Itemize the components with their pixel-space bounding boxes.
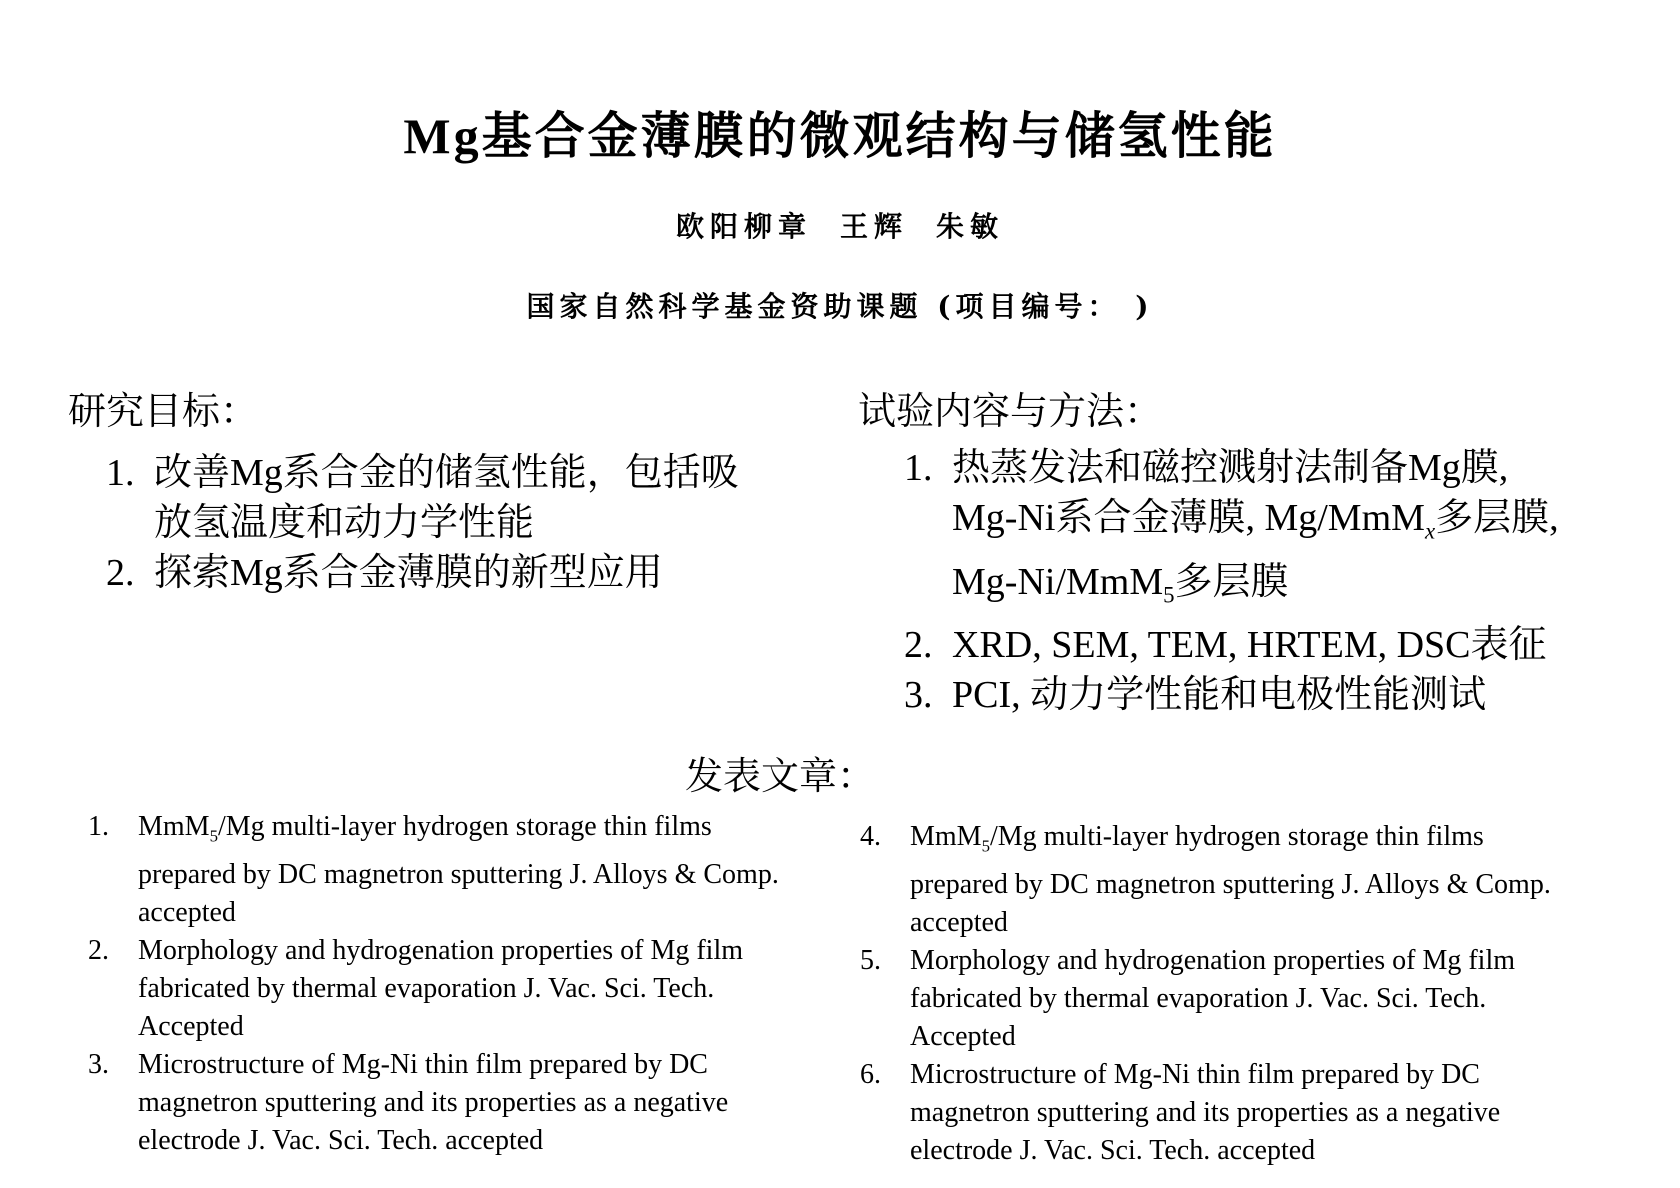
author-name: 王辉	[839, 210, 908, 243]
funding-note: 国家自然科学基金资助课题 (项目编号： )	[526, 290, 1154, 323]
publications-heading: 发表文章：	[684, 754, 875, 798]
list-item: 1. 改善Mg系合金的储氢性能，包括吸放氢温度和动力学性能	[106, 452, 739, 544]
list-item: 3. Microstructure of Mg-Ni thin film prepared by DC magnetron sputtering and its properties as a negative electrode J. Vac. Sci. Tech. accepted	[88, 1048, 729, 1156]
list-item: 2. XRD, SEM, TEM, HRTEM, DSC表征	[904, 624, 1547, 667]
list-item: 2. Morphology and hydrogenation properties of Mg film fabricated by thermal evaporation J. Vac. Sci. Tech. Accepted	[88, 934, 744, 1042]
list-item: 5. Morphology and hydrogenation properties of Mg film fabricated by thermal evaporation J. Vac. Sci. Tech. Accepted	[860, 944, 1516, 1052]
list-item: 1. MmM$_5$/Mg multi-layer hydrogen storage thin films prepared by DC magnetron sputtering J. Alloys & Comp. accepted	[88, 811, 779, 928]
publications-list-right	[860, 818, 1560, 1170]
publications-list-left	[88, 808, 788, 1160]
objectives-heading: 研究目标：	[68, 389, 259, 433]
methods-heading: 试验内容与方法：	[858, 389, 1163, 433]
list-item: 4. MmM$_5$/Mg multi-layer hydrogen storage thin films prepared by DC magnetron sputtering J. Alloys & Comp. accepted	[860, 821, 1551, 938]
objectives-list	[106, 448, 746, 598]
methods-list	[904, 443, 1674, 720]
page-title: Mg基合金薄膜的微观结构与储氢性能	[403, 108, 1277, 164]
list-item: 2. 探索Mg系合金薄膜的新型应用	[106, 552, 663, 594]
list-item: 6. Microstructure of Mg-Ni thin film prepared by DC magnetron sputtering and its properties as a negative electrode J. Vac. Sci. Tech. accepted	[860, 1058, 1501, 1166]
author-name: 欧阳柳章	[675, 210, 812, 243]
author-list	[0, 205, 1680, 245]
author-name: 朱敏	[936, 210, 1005, 243]
list-item: 3. PCI, 动力学性能和电极性能测试	[904, 674, 1487, 717]
list-item: 1. 热蒸发法和磁控溅射法制备Mg膜, Mg-Ni系合金薄膜, Mg/MmM$_x$多层膜, Mg-Ni/MmM$_5$多层膜	[904, 447, 1559, 608]
